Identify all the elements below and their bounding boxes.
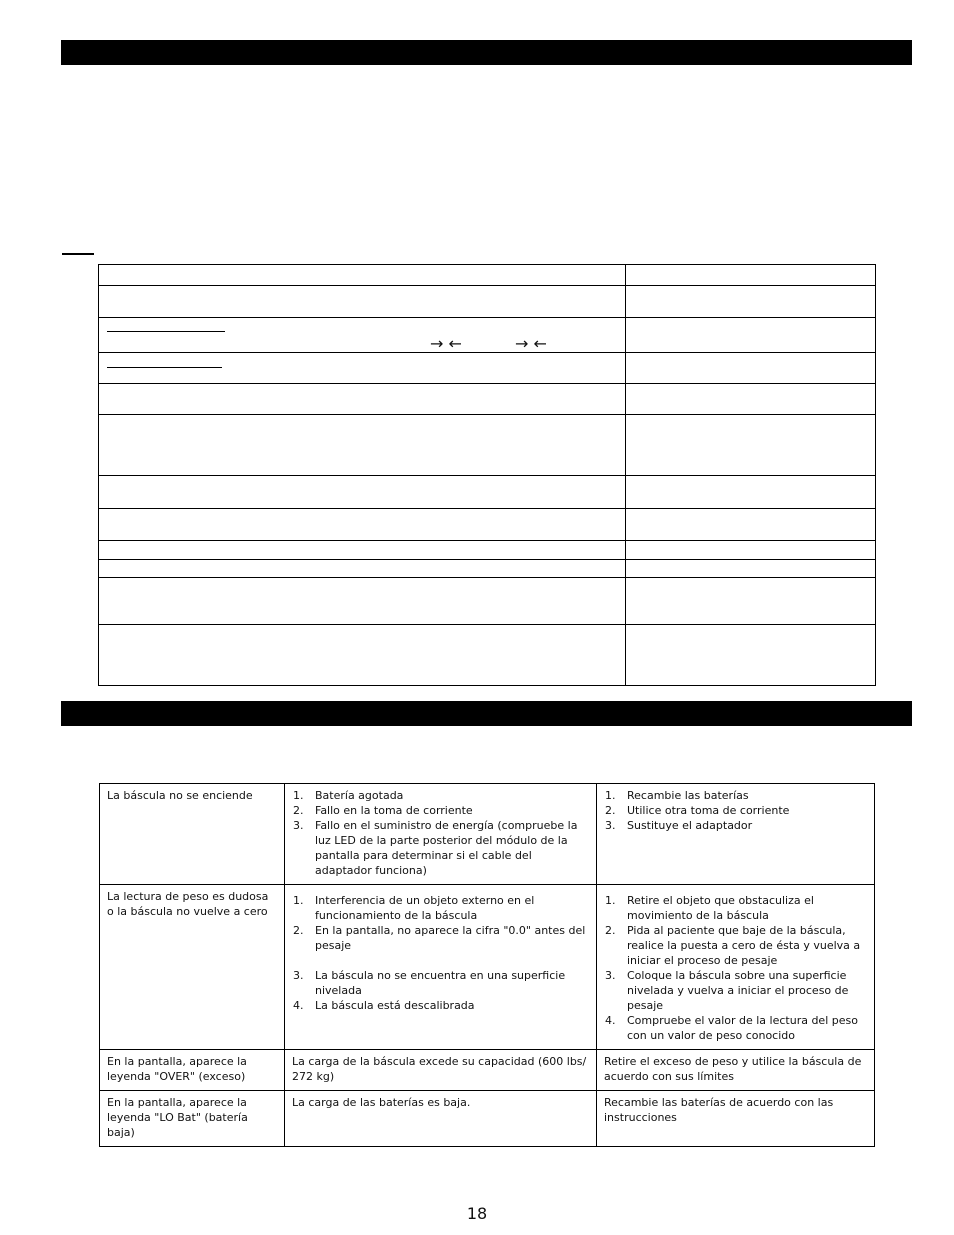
spec-row <box>99 415 876 476</box>
spec-row <box>99 625 876 686</box>
troubleshooting-table <box>99 783 875 1147</box>
underline <box>107 367 222 368</box>
list-item: 3. La báscula no se encuentra en una superficie nivelada <box>293 969 566 997</box>
spec-row <box>99 353 876 384</box>
list-item: 1. Recambie las baterías <box>605 789 749 802</box>
spec-row <box>99 509 876 541</box>
underline <box>107 331 225 332</box>
list-item: 3. Coloque la báscula sobre una superficie nivelada y vuelva a iniciar el proceso de pesaje <box>605 969 849 1012</box>
spec-row <box>99 265 876 286</box>
problem-cell: La lectura de peso es dudosa o la báscula no vuelve a cero <box>100 885 285 1050</box>
solutions-list <box>604 788 868 833</box>
causes-list <box>292 893 590 1013</box>
problem-cell: En la pantalla, aparece la leyenda "OVER" (exceso) <box>100 1050 285 1091</box>
spec-row <box>99 541 876 560</box>
solutions-cell <box>597 885 875 1050</box>
solutions-cell <box>597 784 875 885</box>
cause-cell: La carga de las baterías es baja. <box>285 1091 597 1147</box>
arrows-left: → ← <box>430 334 462 353</box>
arrows-right: → ← <box>515 334 547 353</box>
list-item: 3. Sustituye el adaptador <box>605 819 753 832</box>
list-item: 2. Fallo en la toma de corriente <box>293 804 473 817</box>
solution-cell: Recambie las baterías de acuerdo con las instrucciones <box>597 1091 875 1147</box>
list-item: 4. Compruebe el valor de la lectura del peso con un valor de peso conocido <box>605 1014 858 1042</box>
causes-list <box>292 788 590 878</box>
list-item: 1. Batería agotada <box>293 789 404 802</box>
list-item: 1. Interferencia de un objeto externo en el funcionamiento de la báscula <box>293 894 535 922</box>
spec-row <box>99 286 876 318</box>
table-row <box>100 1050 875 1091</box>
table-row <box>100 784 875 885</box>
list-item: 2. Pida al paciente que baje de la báscula, realice la puesta a cero de ésta y vuelva a iniciar el proceso de pesaje <box>605 924 861 967</box>
solutions-list <box>604 893 868 1043</box>
section-header-bar <box>61 701 912 726</box>
solution-cell: Retire el exceso de peso y utilice la báscula de acuerdo con sus límites <box>597 1050 875 1091</box>
causes-cell <box>285 885 597 1050</box>
problem-cell: La báscula no se enciende <box>100 784 285 885</box>
table-row <box>100 1091 875 1147</box>
problem-cell: En la pantalla, aparece la leyenda "LO Bat" (batería baja) <box>100 1091 285 1147</box>
spec-row <box>99 560 876 578</box>
list-item: 4. La báscula está descalibrada <box>293 999 475 1012</box>
spec-row <box>99 384 876 415</box>
spec-row <box>99 318 876 353</box>
table-row <box>100 885 875 1050</box>
page-number: 18 <box>466 1204 488 1223</box>
short-underline-rule <box>62 253 94 255</box>
cause-cell: La carga de la báscula excede su capacidad (600 lbs/ 272 kg) <box>285 1050 597 1091</box>
list-item: 2. En la pantalla, no aparece la cifra "0.0" antes del pesaje <box>293 924 586 952</box>
specifications-table <box>98 264 876 686</box>
list-item: 3. Fallo en el suministro de energía (compruebe la luz LED de la parte posterior del módulo de la pantalla para determinar si el cable del adaptador funciona) <box>293 819 578 877</box>
list-item: 1. Retire el objeto que obstaculiza el movimiento de la báscula <box>605 894 814 922</box>
section-header-bar <box>61 40 912 65</box>
causes-cell <box>285 784 597 885</box>
list-item: 2. Utilice otra toma de corriente <box>605 804 790 817</box>
spec-row <box>99 476 876 509</box>
spec-row <box>99 578 876 625</box>
